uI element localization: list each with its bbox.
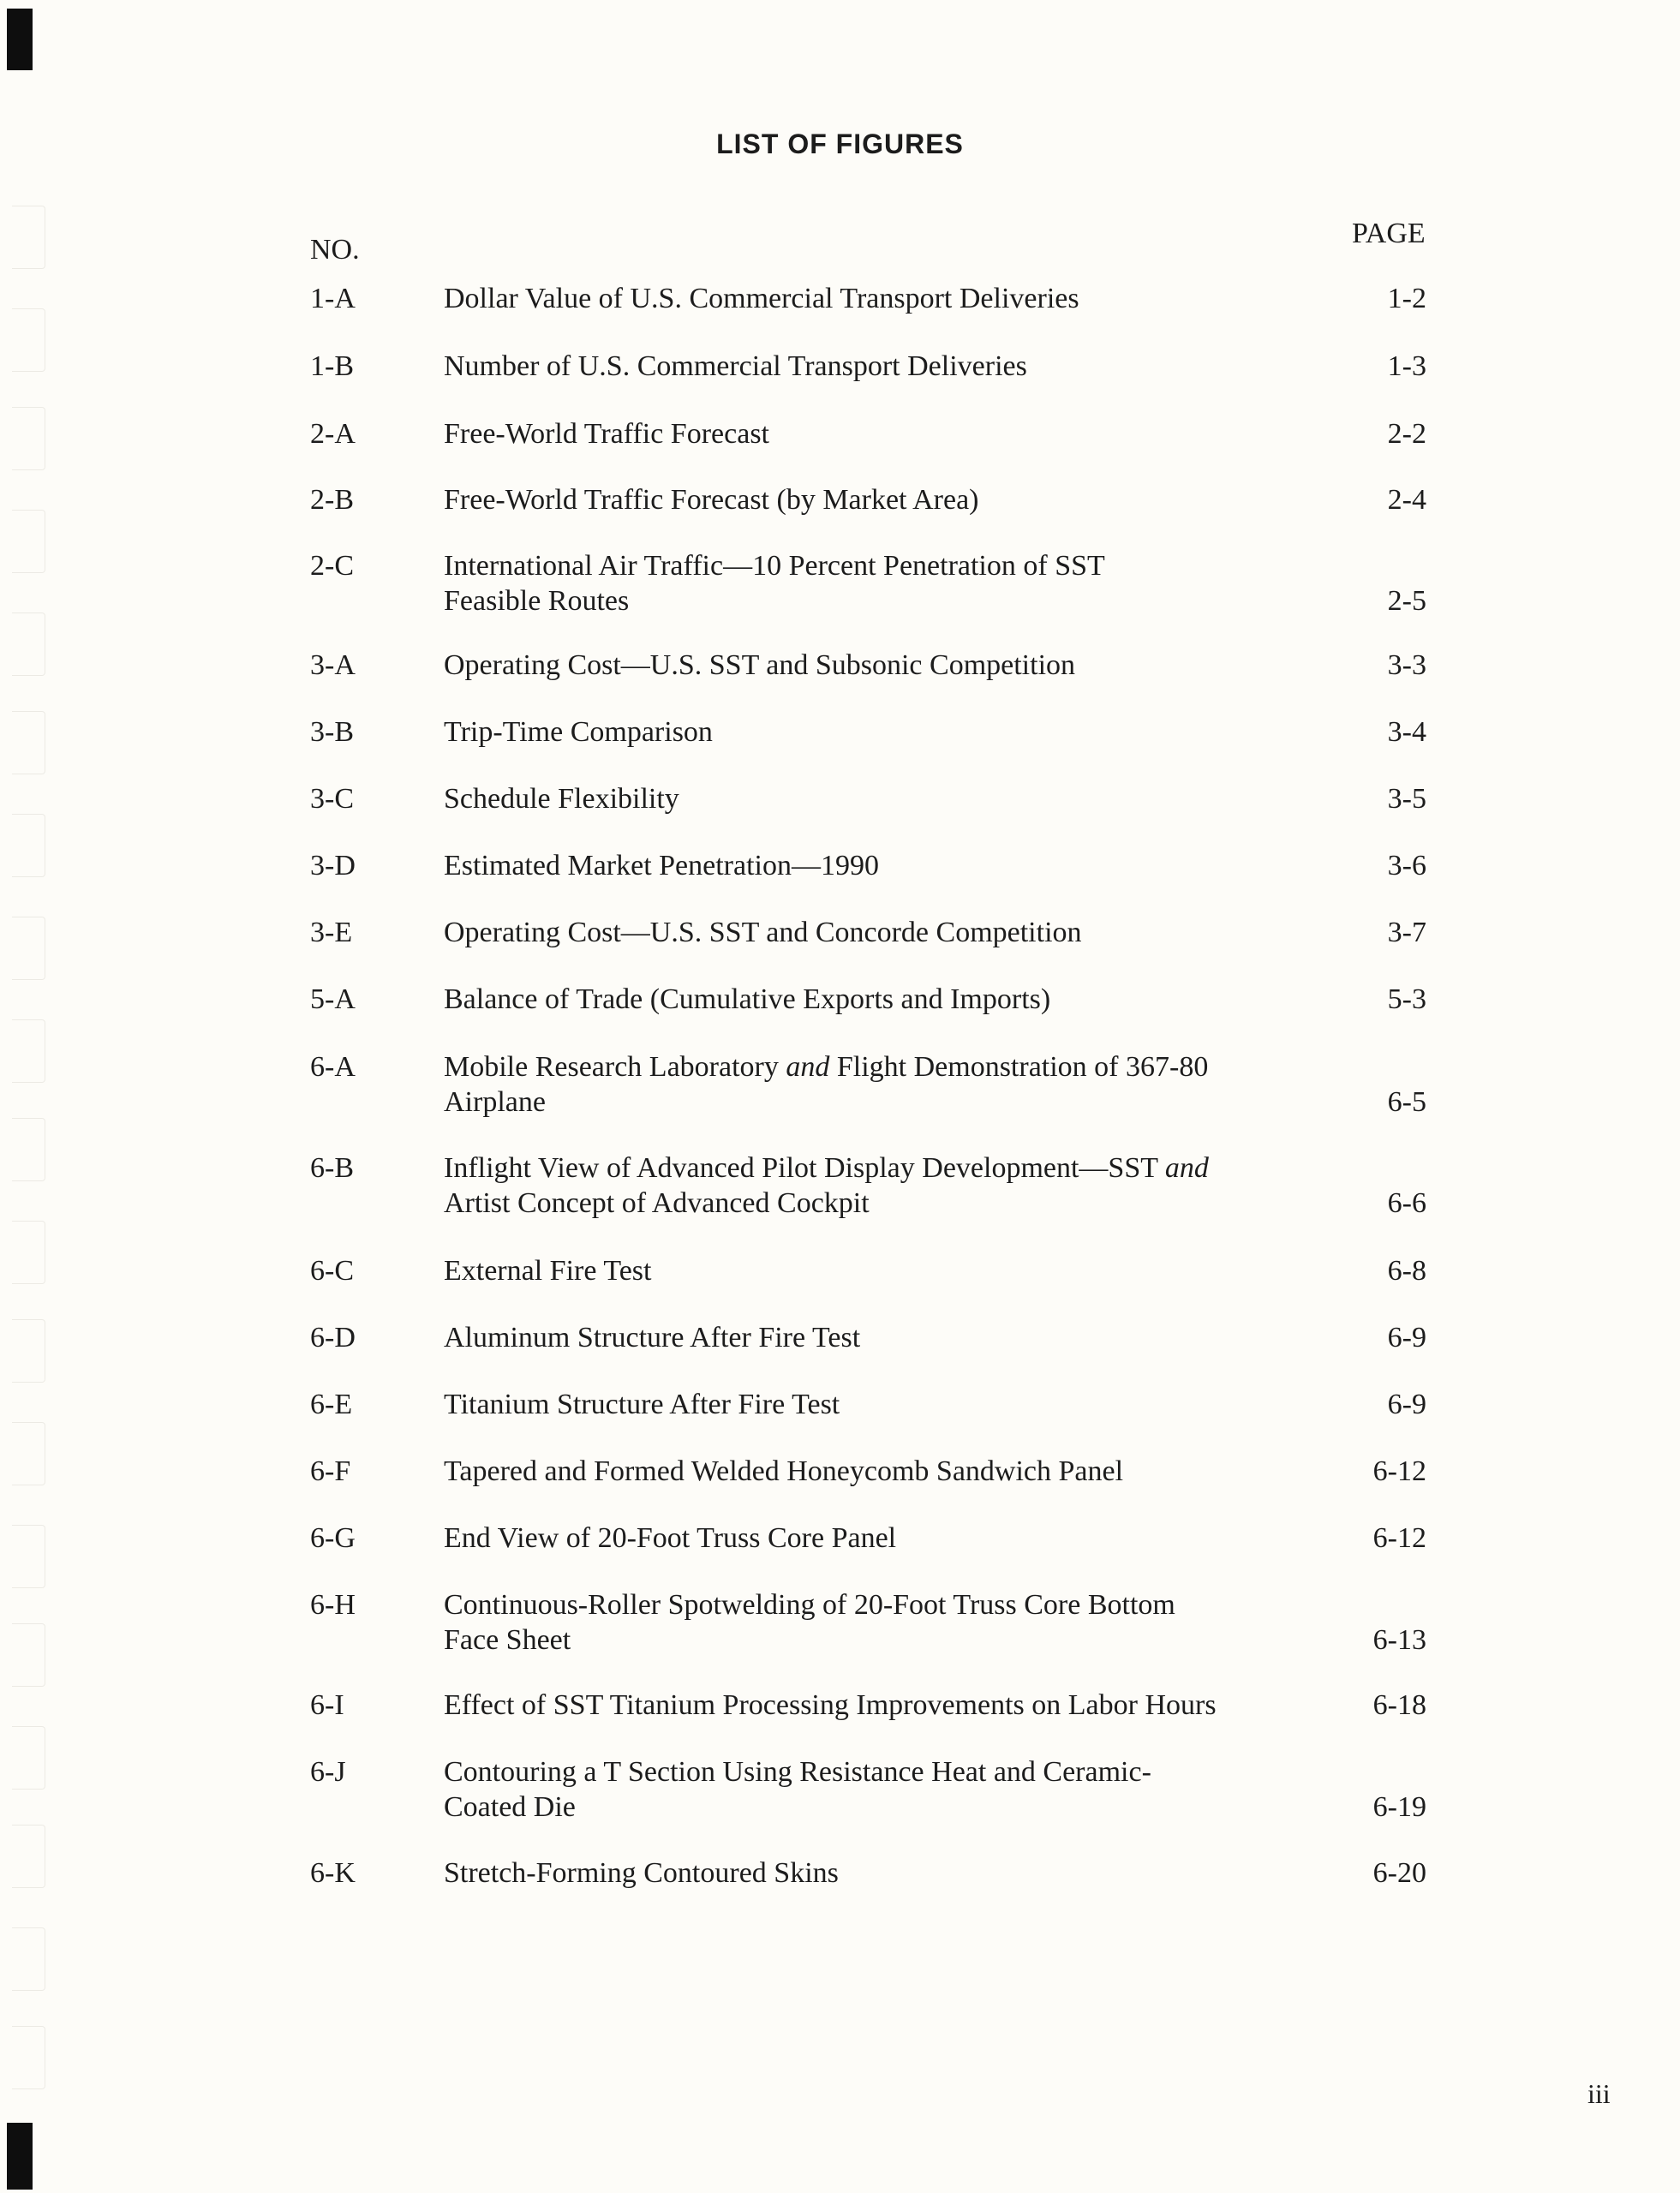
figure-caption bbox=[444, 1049, 1335, 1120]
figure-caption bbox=[444, 982, 1335, 1017]
figure-page-number: 6-5 bbox=[1387, 1086, 1426, 1118]
figure-caption-line: Titanium Structure After Fire Test bbox=[444, 1389, 840, 1420]
figure-page-number: 5-3 bbox=[1387, 983, 1426, 1015]
figure-caption-line: Contouring a T Section Using Resistance Heat and Ceramic- bbox=[444, 1756, 1151, 1788]
figure-caption bbox=[444, 1150, 1335, 1221]
figure-page-number: 6-20 bbox=[1372, 1857, 1426, 1889]
figure-caption bbox=[444, 482, 1335, 517]
figure-caption bbox=[444, 1855, 1335, 1891]
figure-number: 6-B bbox=[310, 1152, 354, 1184]
figure-page-number: 6-13 bbox=[1372, 1624, 1426, 1656]
figure-page-number: 2-2 bbox=[1387, 418, 1426, 450]
figure-page-number: 2-5 bbox=[1387, 585, 1426, 617]
figure-caption-line: End View of 20-Foot Truss Core Panel bbox=[444, 1522, 897, 1554]
figure-caption-line: Artist Concept of Advanced Cockpit bbox=[444, 1187, 870, 1219]
figure-page-number: 2-4 bbox=[1387, 484, 1426, 516]
figure-number: 6-A bbox=[310, 1051, 356, 1083]
figure-caption-line: External Fire Test bbox=[444, 1255, 652, 1287]
figure-number: 6-C bbox=[310, 1255, 354, 1287]
figure-number: 6-K bbox=[310, 1857, 356, 1889]
figure-caption-line: Airplane bbox=[444, 1086, 546, 1118]
figure-caption-line: International Air Traffic—10 Percent Penetration of SST bbox=[444, 550, 1105, 582]
figure-number: 3-C bbox=[310, 783, 354, 815]
figure-number: 2-C bbox=[310, 550, 354, 582]
figure-caption-line: Stretch-Forming Contoured Skins bbox=[444, 1857, 839, 1889]
figure-number: 3-B bbox=[310, 716, 354, 748]
figure-page-number: 6-6 bbox=[1387, 1187, 1426, 1219]
figure-caption bbox=[444, 1521, 1335, 1556]
figure-caption-line: Coated Die bbox=[444, 1791, 576, 1823]
figure-caption-line: Number of U.S. Commercial Transport Deliveries bbox=[444, 350, 1027, 382]
figure-caption-line: Continuous-Roller Spotwelding of 20-Foot Truss Core Bottom bbox=[444, 1589, 1175, 1621]
figure-caption-line: Inflight View of Advanced Pilot Display Development—SST and bbox=[444, 1152, 1209, 1184]
figure-number: 6-D bbox=[310, 1322, 356, 1353]
figure-page-number: 6-9 bbox=[1387, 1389, 1426, 1420]
figure-page-number: 6-8 bbox=[1387, 1255, 1426, 1287]
page-title: LIST OF FIGURES bbox=[716, 128, 964, 159]
figure-page-number: 3-5 bbox=[1387, 783, 1426, 815]
page-number: iii bbox=[1587, 2078, 1611, 2109]
figure-caption-line: Balance of Trade (Cumulative Exports and Imports) bbox=[444, 983, 1051, 1015]
figure-caption-line: Tapered and Formed Welded Honeycomb Sandwich Panel bbox=[444, 1455, 1124, 1487]
figure-number: 1-A bbox=[310, 283, 356, 314]
figure-page-number: 6-12 bbox=[1372, 1522, 1426, 1554]
figure-number: 6-J bbox=[310, 1756, 346, 1788]
figure-caption bbox=[444, 915, 1335, 950]
figure-number: 3-E bbox=[310, 917, 353, 948]
figure-page-number: 6-12 bbox=[1372, 1455, 1426, 1487]
figure-caption-line: Operating Cost—U.S. SST and Concorde Competition bbox=[444, 917, 1082, 948]
figure-caption bbox=[444, 648, 1335, 683]
figure-caption-line: Feasible Routes bbox=[444, 585, 630, 617]
figure-caption-line: Estimated Market Penetration—1990 bbox=[444, 850, 879, 881]
figure-caption-line: Effect of SST Titanium Processing Improvements on Labor Hours bbox=[444, 1689, 1217, 1721]
figure-caption bbox=[444, 1754, 1335, 1825]
figure-page-number: 6-18 bbox=[1372, 1689, 1426, 1721]
figure-caption bbox=[444, 416, 1335, 451]
figure-number: 2-B bbox=[310, 484, 354, 516]
figure-caption bbox=[444, 1253, 1335, 1288]
figure-caption-line: Free-World Traffic Forecast (by Market Area) bbox=[444, 484, 979, 516]
figure-number: 1-B bbox=[310, 350, 354, 382]
figure-caption bbox=[444, 714, 1335, 750]
figure-number: 6-I bbox=[310, 1689, 344, 1721]
figure-caption bbox=[444, 781, 1335, 816]
figure-page-number: 3-4 bbox=[1387, 716, 1426, 748]
figure-caption-line: Schedule Flexibility bbox=[444, 783, 679, 815]
figure-caption-line: Dollar Value of U.S. Commercial Transport Deliveries bbox=[444, 283, 1079, 314]
figure-number: 6-F bbox=[310, 1455, 351, 1487]
column-header-page: PAGE bbox=[1352, 218, 1426, 249]
figure-caption bbox=[444, 548, 1335, 618]
figure-caption bbox=[444, 281, 1335, 316]
figure-caption bbox=[444, 349, 1335, 384]
figure-number: 6-E bbox=[310, 1389, 353, 1420]
figure-page-number: 3-6 bbox=[1387, 850, 1426, 881]
figure-page-number: 3-3 bbox=[1387, 649, 1426, 681]
figure-number: 3-A bbox=[310, 649, 356, 681]
figure-caption bbox=[444, 1688, 1335, 1723]
figure-number: 6-H bbox=[310, 1589, 356, 1621]
figure-number: 2-A bbox=[310, 418, 356, 450]
figure-page-number: 1-3 bbox=[1387, 350, 1426, 382]
figure-caption bbox=[444, 1454, 1335, 1489]
figure-caption bbox=[444, 1387, 1335, 1422]
figure-caption-line: Operating Cost—U.S. SST and Subsonic Competition bbox=[444, 649, 1076, 681]
figure-caption bbox=[444, 1587, 1335, 1658]
figure-caption bbox=[444, 848, 1335, 883]
figure-number: 5-A bbox=[310, 983, 356, 1015]
figure-page-number: 1-2 bbox=[1387, 283, 1426, 314]
figure-number: 3-D bbox=[310, 850, 356, 881]
figure-caption-line: Free-World Traffic Forecast bbox=[444, 418, 769, 450]
figure-page-number: 3-7 bbox=[1387, 917, 1426, 948]
figure-caption-line: Face Sheet bbox=[444, 1624, 571, 1656]
column-header-no: NO. bbox=[310, 234, 360, 266]
binding-mark-top bbox=[7, 9, 33, 70]
figure-page-number: 6-9 bbox=[1387, 1322, 1426, 1353]
figure-number: 6-G bbox=[310, 1522, 356, 1554]
figure-page-number: 6-19 bbox=[1372, 1791, 1426, 1823]
figure-caption-line: Mobile Research Laboratory and Flight Demonstration of 367-80 bbox=[444, 1051, 1209, 1083]
binding-mark-bottom bbox=[7, 2123, 33, 2190]
figure-caption bbox=[444, 1320, 1335, 1355]
figure-caption-line: Trip-Time Comparison bbox=[444, 716, 713, 748]
figure-caption-line: Aluminum Structure After Fire Test bbox=[444, 1322, 861, 1353]
